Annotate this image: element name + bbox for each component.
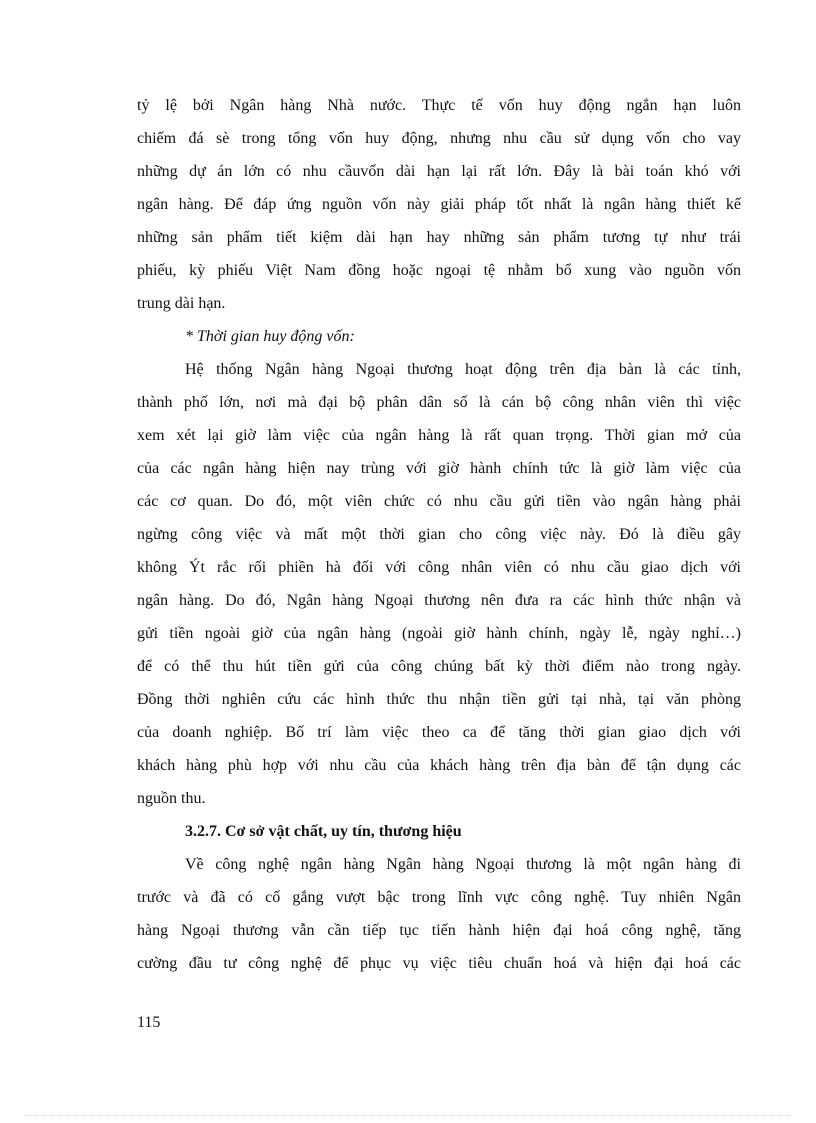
- page-bottom-rule: [24, 1115, 792, 1116]
- body-line: gửi tiền ngoài giờ của ngân hàng (ngoài giờ hành chính, ngày lễ, ngày nghỉ…): [137, 625, 741, 642]
- subsection-label: * Thời gian huy động vốn:: [185, 328, 355, 345]
- section-heading: 3.2.7. Cơ sở vật chất, uy tín, thương hiệu: [185, 823, 462, 840]
- page-number: 115: [137, 1014, 161, 1031]
- body-line: tỷ lệ bởi Ngân hàng Nhà nước. Thực tế vốn huy động ngắn hạn luôn: [137, 97, 741, 114]
- body-line: Đồng thời nghiên cứu các hình thức thu nhận tiền gửi tại nhà, tại văn phòng: [137, 691, 741, 708]
- body-line: phiếu, kỳ phiếu Việt Nam đồng hoặc ngoại tệ nhằm bổ xung vào nguồn vốn: [137, 262, 741, 279]
- body-line: Hệ thống Ngân hàng Ngoại thương hoạt động trên địa bàn là các tỉnh,: [185, 361, 741, 378]
- body-line: những sản phẩm tiết kiệm dài hạn hay những sản phẩm tương tự như trái: [137, 229, 741, 246]
- body-line: trước và đã có cố gắng vượt bậc trong lĩnh vực công nghệ. Tuy nhiên Ngân: [137, 889, 741, 906]
- body-line: chiếm đá sè trong tổng vốn huy động, nhưng nhu cầu sử dụng vốn cho vay: [137, 130, 741, 147]
- page-body: [137, 89, 741, 980]
- body-line: nguồn thu.: [137, 790, 206, 807]
- body-line: để có thể thu hút tiền gửi của công chúng bất kỳ thời điểm nào trong ngày.: [137, 658, 741, 675]
- body-line: những dự án lớn có nhu cầuvốn dài hạn lại rất lớn. Đây là bài toán khó với: [137, 163, 741, 180]
- body-line: của các ngân hàng hiện nay trùng với giờ hành chính tức là giờ làm việc của: [137, 460, 741, 477]
- body-line: ngừng công việc và mất một thời gian cho công việc này. Đó là điều gây: [137, 526, 741, 543]
- body-line: ngân hàng. Để đáp ứng nguồn vốn này giải pháp tốt nhất là ngân hàng thiết kế: [137, 196, 741, 213]
- body-line: ngân hàng. Do đó, Ngân hàng Ngoại thương nên đưa ra các hình thức nhận và: [137, 592, 741, 609]
- body-line: của doanh nghiệp. Bố trí làm việc theo ca để tăng thời gian giao dịch với: [137, 724, 741, 741]
- body-line: thành phố lớn, nơi mà đại bộ phân dân số là cán bộ công nhân viên thì việc: [137, 394, 741, 411]
- body-line: khách hàng phù hợp với nhu cầu của khách hàng trên địa bàn để tận dụng các: [137, 757, 741, 774]
- body-line: không Ýt rắc rối phiền hà đối với công nhân viên có nhu cầu giao dịch với: [137, 559, 741, 576]
- body-line: hàng Ngoại thương vẫn cần tiếp tục tiến hành hiện đại hoá công nghệ, tăng: [137, 922, 741, 939]
- body-line: Về công nghệ ngân hàng Ngân hàng Ngoại thương là một ngân hàng đi: [185, 856, 741, 873]
- body-line: trung dài hạn.: [137, 295, 226, 312]
- body-line: xem xét lại giờ làm việc của ngân hàng là rất quan trọng. Thời gian mở của: [137, 427, 741, 444]
- body-line: cường đầu tư công nghệ để phục vụ việc tiêu chuẩn hoá và hiện đại hoá các: [137, 955, 741, 972]
- body-line: các cơ quan. Do đó, một viên chức có nhu cầu gửi tiền vào ngân hàng phải: [137, 493, 741, 510]
